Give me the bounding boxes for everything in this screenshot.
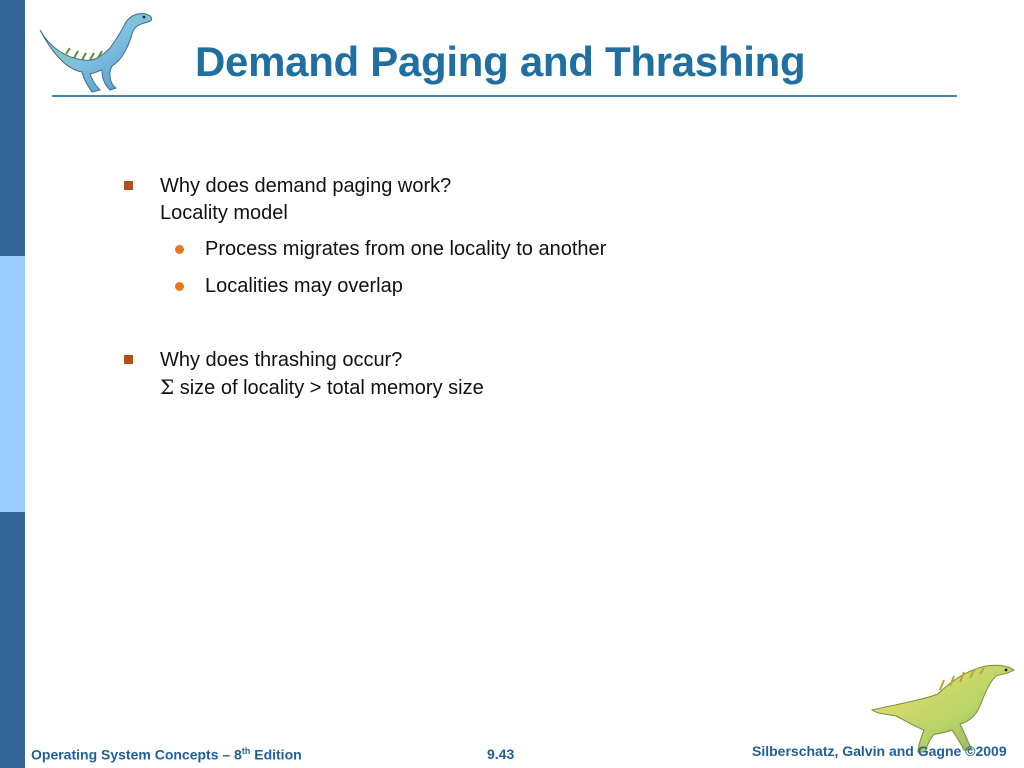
footer-left-prefix: Operating System Concepts – 8 xyxy=(31,746,242,763)
square-bullet-icon xyxy=(124,181,133,190)
bullet-2-line-2 xyxy=(160,375,484,400)
slide-title: Demand Paging and Thrashing xyxy=(195,38,806,85)
sigma-symbol: Σ xyxy=(160,375,175,399)
footer-copyright: Silberschatz, Galvin and Gagne ©2009 xyxy=(752,743,1007,759)
sidebar-decoration xyxy=(0,0,25,768)
footer-left-sup: th xyxy=(241,746,251,756)
bullet-1-line-1: Why does demand paging work? xyxy=(160,175,452,197)
round-bullet-icon xyxy=(175,282,184,291)
sub-bullet-1: Process migrates from one locality to another xyxy=(205,238,607,260)
title-underline xyxy=(52,95,957,97)
sub-bullet-2: Localities may overlap xyxy=(205,275,403,297)
bullet-1-line-2: Locality model xyxy=(160,202,288,224)
sidebar-middle-band xyxy=(0,256,25,512)
bullet-2-line-2-text: size of locality > total memory size xyxy=(179,377,484,399)
footer-page-number: 9.43 xyxy=(487,746,515,762)
round-bullet-icon xyxy=(175,245,184,254)
square-bullet-icon xyxy=(124,355,133,364)
footer-left-suffix: Edition xyxy=(250,746,302,763)
bullet-2-line-1: Why does thrashing occur? xyxy=(160,349,403,371)
sidebar-top-band xyxy=(0,0,25,256)
sidebar-bottom-band xyxy=(0,512,25,768)
footer-course-title xyxy=(31,746,302,763)
dinosaur-icon xyxy=(36,8,156,94)
